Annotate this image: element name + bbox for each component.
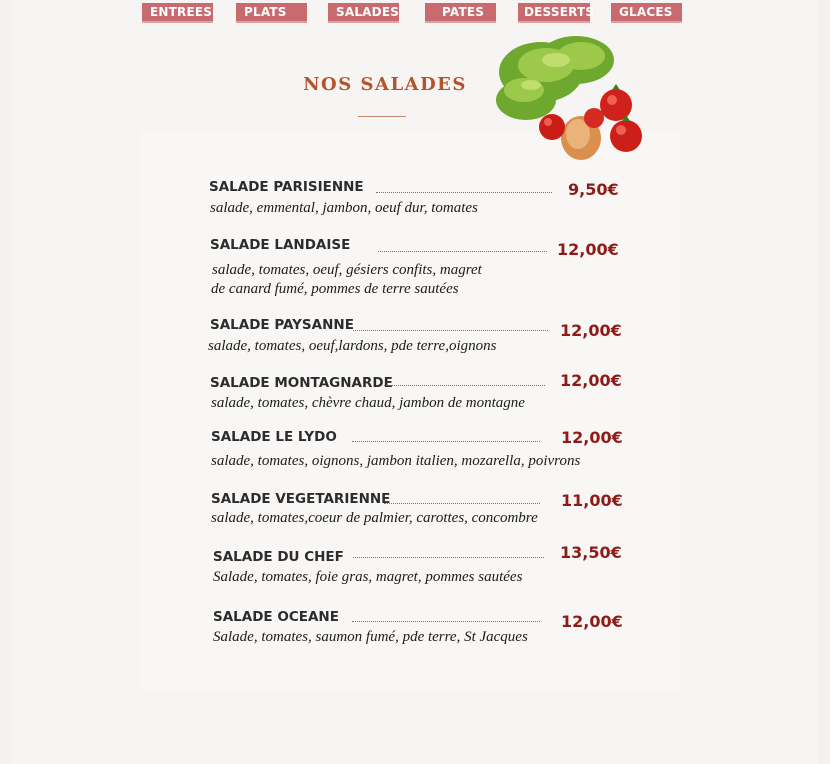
item-name: SALADE LANDAISE: [210, 237, 351, 253]
dotted-leader: [353, 557, 544, 558]
title-underline: [358, 116, 406, 117]
item-name: SALADE PAYSANNE: [210, 317, 354, 333]
item-name: SALADE PARISIENNE: [209, 179, 364, 195]
item-price: 12,00€: [557, 240, 619, 259]
item-price: 12,00€: [560, 321, 622, 340]
dotted-leader: [384, 385, 545, 386]
item-name: SALADE DU CHEF: [213, 549, 344, 565]
tab-salades[interactable]: SALADES: [328, 3, 399, 23]
item-name: SALADE MONTAGNARDE: [210, 375, 393, 391]
item-name: SALADE OCEANE: [213, 609, 339, 625]
item-price: 9,50€: [568, 180, 619, 199]
page-title: NOS SALADES: [303, 74, 467, 95]
dotted-leader: [353, 330, 548, 331]
item-price: 13,50€: [560, 543, 622, 562]
item-price: 12,00€: [561, 428, 623, 447]
item-description: salade, tomates, oeuf,lardons, pde terre,oignons: [208, 338, 497, 354]
dotted-leader: [352, 621, 540, 622]
dotted-leader: [352, 441, 540, 442]
item-price: 11,00€: [561, 491, 623, 510]
item-description: Salade, tomates, foie gras, magret, pommes sautées: [213, 569, 523, 585]
dotted-leader: [384, 503, 540, 504]
item-description: salade, tomates, oeuf, gésiers confits, magret: [212, 262, 482, 278]
item-description: salade, tomates,coeur de palmier, carottes, concombre: [211, 510, 538, 526]
tab-desserts[interactable]: DESSERTS: [518, 3, 590, 23]
item-name: SALADE LE LYDO: [211, 429, 337, 445]
dotted-leader: [376, 192, 552, 193]
tab-entrees[interactable]: ENTREES: [142, 3, 213, 23]
dotted-leader: [378, 251, 547, 252]
item-description: salade, emmental, jambon, oeuf dur, tomates: [210, 200, 478, 216]
item-description: de canard fumé, pommes de terre sautées: [211, 281, 459, 297]
salad-vegetables-image: [486, 30, 651, 165]
tab-plats[interactable]: PLATS: [236, 3, 307, 23]
item-price: 12,00€: [561, 612, 623, 631]
item-name: SALADE VEGETARIENNE: [211, 491, 391, 507]
item-description: salade, tomates, oignons, jambon italien, mozarella, poivrons: [211, 453, 581, 469]
item-description: salade, tomates, chèvre chaud, jambon de montagne: [211, 395, 525, 411]
item-price: 12,00€: [560, 371, 622, 390]
tab-glaces[interactable]: GLACES: [611, 3, 682, 23]
tab-pates[interactable]: PATES: [425, 3, 496, 23]
item-description: Salade, tomates, saumon fumé, pde terre, St Jacques: [213, 629, 528, 645]
